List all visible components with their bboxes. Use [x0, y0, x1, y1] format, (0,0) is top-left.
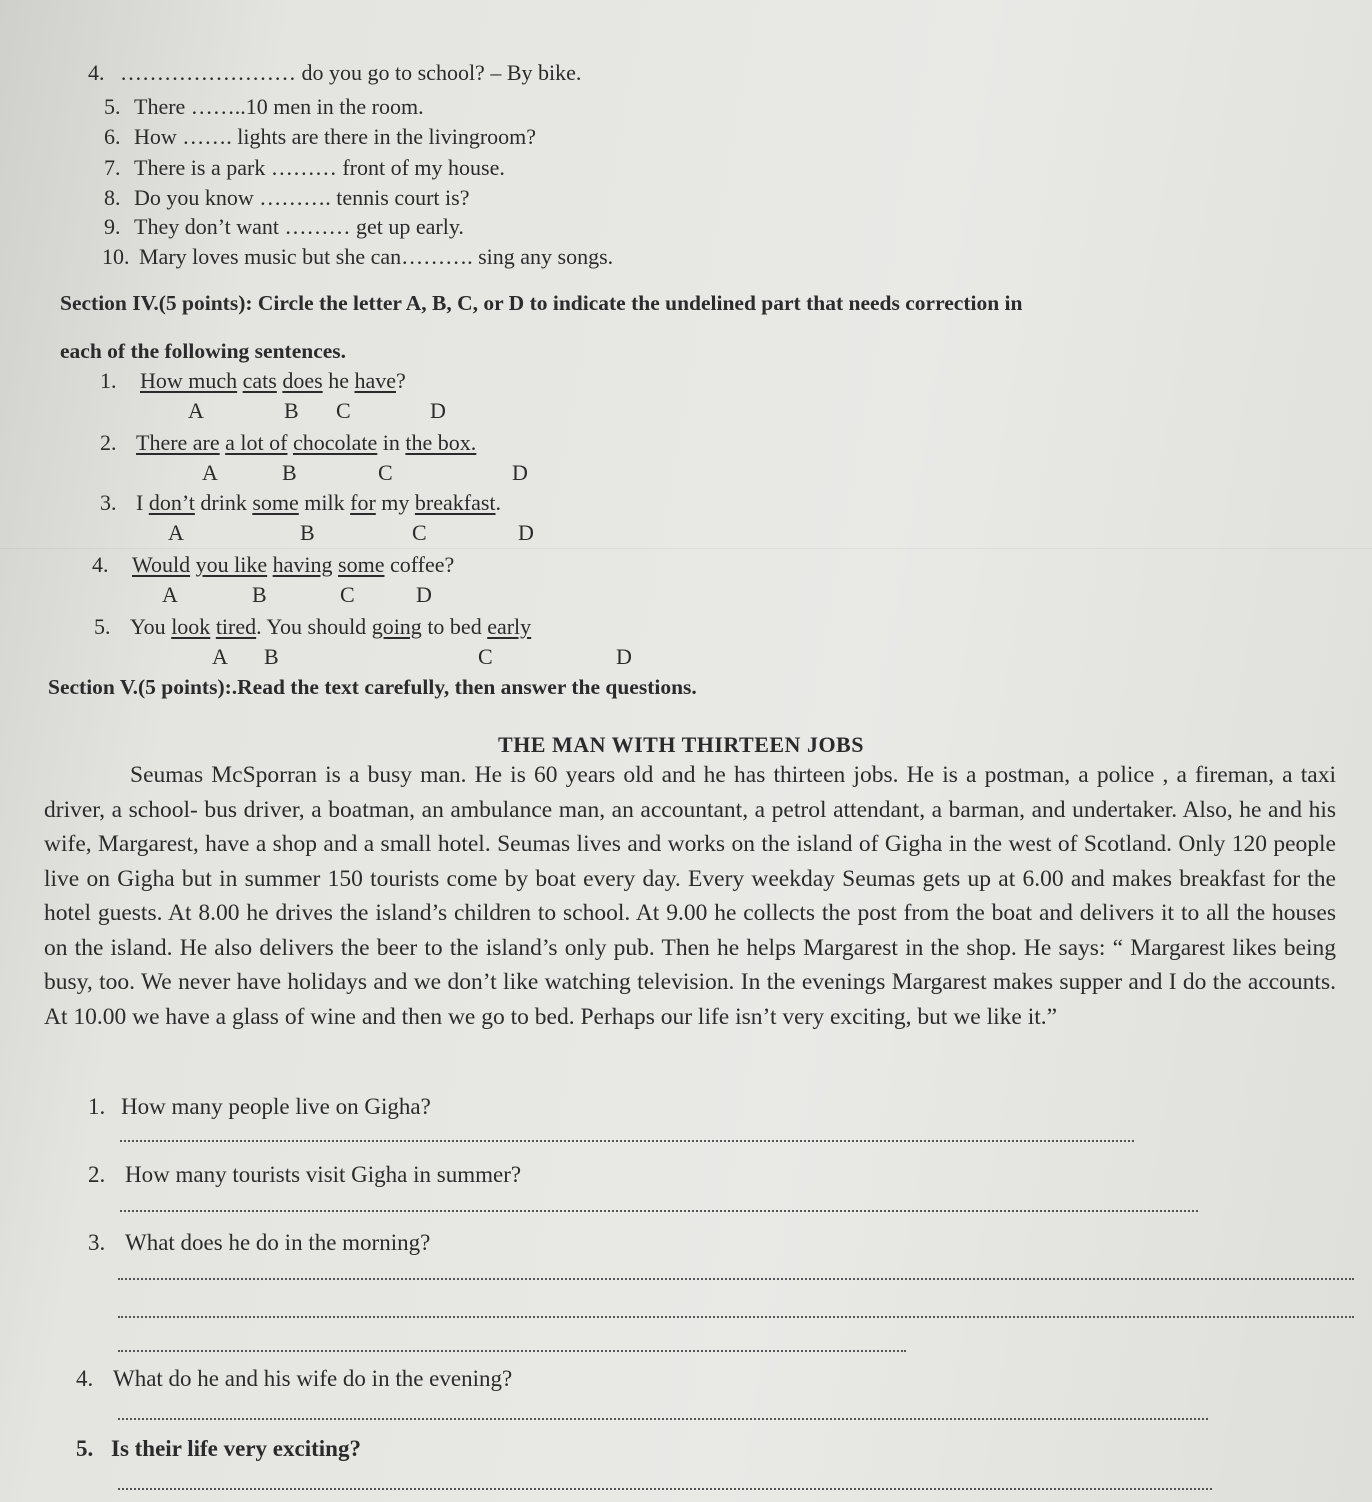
- item-number: 3.: [100, 490, 117, 515]
- question-text: How many tourists visit Gigha in summer?: [125, 1162, 522, 1187]
- correction-sentence: [92, 552, 454, 578]
- section-v-heading: Section V.(5 points):.Read the text carefully, then answer the questions.: [48, 675, 697, 699]
- blank: ……………………: [120, 60, 296, 85]
- underlined-part-a: don’t: [148, 490, 195, 515]
- sentence-text: he: [322, 368, 355, 393]
- gap-item: [102, 244, 613, 270]
- item-number: 4.: [88, 60, 105, 85]
- gap-item: [104, 185, 469, 211]
- underlined-part-c: going: [371, 614, 422, 639]
- item-text: do you go to school? – By bike.: [301, 60, 582, 85]
- question: [76, 1366, 512, 1392]
- option-letter-a[interactable]: A: [162, 582, 178, 607]
- answer-line[interactable]: [118, 1418, 1208, 1420]
- question-text: What does he do in the morning?: [125, 1230, 431, 1255]
- question-text: Is their life very exciting?: [111, 1436, 361, 1461]
- underlined-part-c: having: [272, 552, 333, 577]
- question-text: How many people live on Gigha?: [121, 1094, 431, 1119]
- underlined-part-d: some: [338, 552, 385, 577]
- option-letter-b[interactable]: B: [300, 520, 315, 545]
- section-iv-heading: Section IV.(5 points): Circle the letter A, B, C, or D to indicate the undelined part that needs correction in: [60, 291, 1023, 315]
- answer-line[interactable]: [118, 1488, 1212, 1490]
- option-letter-b[interactable]: B: [252, 582, 267, 607]
- option-letter-d[interactable]: D: [616, 644, 632, 669]
- underlined-part-b: you like: [195, 552, 268, 577]
- item-number: 4.: [92, 552, 109, 577]
- paper-fold: [0, 548, 1372, 549]
- question-number: 3.: [88, 1230, 106, 1255]
- underlined-part-c: chocolate: [292, 430, 378, 455]
- item-number: 5.: [94, 614, 111, 639]
- underlined-part-d: early: [487, 614, 532, 639]
- item-number: 2.: [100, 430, 117, 455]
- section-iv-heading-cont: each of the following sentences.: [60, 339, 347, 363]
- item-number: 5.: [104, 94, 121, 119]
- item-number: 6.: [104, 124, 121, 149]
- answer-line[interactable]: [118, 1278, 1354, 1280]
- option-letter-c[interactable]: C: [340, 582, 355, 607]
- underlined-part-a: look: [171, 614, 211, 639]
- sentence-text: drink: [194, 490, 253, 515]
- underlined-part-a: Would: [132, 552, 191, 577]
- gap-item: [104, 155, 505, 181]
- item-text: Mary loves music but she can………. sing any songs.: [139, 244, 614, 269]
- option-letter-b[interactable]: B: [282, 460, 297, 485]
- sentence-text: to bed: [421, 614, 488, 639]
- underlined-part-b: cats: [242, 368, 277, 393]
- option-letter-b[interactable]: B: [264, 644, 279, 669]
- option-letter-a[interactable]: A: [202, 460, 218, 485]
- gap-item: [104, 94, 424, 120]
- underlined-part-d: the box.: [405, 430, 477, 455]
- underlined-part-c: for: [350, 490, 376, 515]
- sentence-text: coffee?: [384, 552, 455, 577]
- underlined-part-b: some: [252, 490, 299, 515]
- item-number: 7.: [104, 155, 121, 180]
- underlined-part-c: does: [282, 368, 323, 393]
- sentence-text: .: [495, 490, 502, 515]
- underlined-part-a: How much: [140, 368, 238, 393]
- gap-item: [104, 124, 536, 150]
- option-letter-a[interactable]: A: [188, 398, 204, 423]
- correction-sentence: [100, 368, 406, 394]
- question: [76, 1436, 361, 1462]
- option-letter-d[interactable]: D: [512, 460, 528, 485]
- sentence-text: I: [136, 490, 149, 515]
- option-letter-d[interactable]: D: [430, 398, 446, 423]
- question-number: 1.: [88, 1094, 106, 1119]
- gap-item: [104, 214, 464, 240]
- question-number: 5.: [76, 1436, 94, 1461]
- sentence-text: my: [375, 490, 415, 515]
- question-number: 2.: [88, 1162, 106, 1187]
- underlined-part-d: breakfast: [414, 490, 496, 515]
- answer-line[interactable]: [120, 1210, 1198, 1212]
- reading-passage: Seumas McSporran is a busy man. He is 60 years old and he has thirteen jobs. He is a postman, a police , a fireman, a taxi driver, a school- bus driver, a boatman, an ambulance man, an accountant, a petrol attendant, a barman, and undertaker. Also, he and his wife, Margarest, have a shop and a small hotel. Seumas lives and works on the island of Gigha in the west of Scotland. Only 120 people live on Gigha but in summer 150 tourists come by boat every day. Every weekday Seumas gets up at 6.00 and makes breakfast for the hotel guests. At 8.00 he drives the island’s children to school. At 9.00 he collects the post from the boat and delivers it to all the houses on the island. He also delivers the beer to the island’s only pub. Then he helps Margarest in the shop. He says: “ Margarest likes being busy, too. We never have holidays and we don’t like watching television. In the evenings Margarest makes supper and I do the accounts. At 10.00 we have a glass of wine and then we go to bed. Perhaps our life isn’t very exciting, but we like it.”: [44, 762, 1336, 1030]
- question: [88, 1094, 431, 1120]
- option-letter-b[interactable]: B: [284, 398, 299, 423]
- option-letter-c[interactable]: C: [478, 644, 493, 669]
- option-letter-a[interactable]: A: [212, 644, 228, 669]
- correction-sentence: [100, 490, 501, 516]
- question-text: What do he and his wife do in the evening?: [113, 1366, 513, 1391]
- sentence-text: in: [377, 430, 406, 455]
- underlined-part-b: a lot of: [225, 430, 288, 455]
- answer-line[interactable]: [118, 1350, 906, 1352]
- underlined-part-b: tired: [215, 614, 257, 639]
- option-letter-d[interactable]: D: [518, 520, 534, 545]
- sentence-text: milk: [298, 490, 351, 515]
- item-text: There is a park ……… front of my house.: [134, 155, 505, 180]
- answer-line[interactable]: [120, 1140, 1134, 1142]
- item-text: They don’t want ……… get up early.: [134, 214, 464, 239]
- question: [88, 1162, 521, 1188]
- item-number: 1.: [100, 368, 117, 393]
- underlined-part-a: There are: [136, 430, 220, 455]
- option-letter-c[interactable]: C: [336, 398, 351, 423]
- item-text: There ……..10 men in the room.: [134, 94, 424, 119]
- item-text: Do you know ………. tennis court is?: [134, 185, 470, 210]
- option-letter-a[interactable]: A: [168, 520, 184, 545]
- question: [88, 1230, 430, 1256]
- correction-sentence: [100, 430, 476, 456]
- option-letter-c[interactable]: C: [412, 520, 427, 545]
- correction-sentence: [94, 614, 531, 640]
- sentence-text: . You should: [256, 614, 372, 639]
- answer-line[interactable]: [118, 1316, 1354, 1318]
- item-number: 8.: [104, 185, 121, 210]
- item-number: 10.: [102, 244, 130, 269]
- gap-item: [88, 60, 581, 86]
- item-number: 9.: [104, 214, 121, 239]
- passage-title: THE MAN WITH THIRTEEN JOBS: [498, 732, 864, 757]
- item-text: How ……. lights are there in the livingroom?: [134, 124, 537, 149]
- sentence-text: You: [130, 614, 172, 639]
- question-number: 4.: [76, 1366, 94, 1391]
- option-letter-c[interactable]: C: [378, 460, 393, 485]
- underlined-part-d: have: [354, 368, 396, 393]
- sentence-text: ?: [395, 368, 406, 393]
- option-letter-d[interactable]: D: [416, 582, 432, 607]
